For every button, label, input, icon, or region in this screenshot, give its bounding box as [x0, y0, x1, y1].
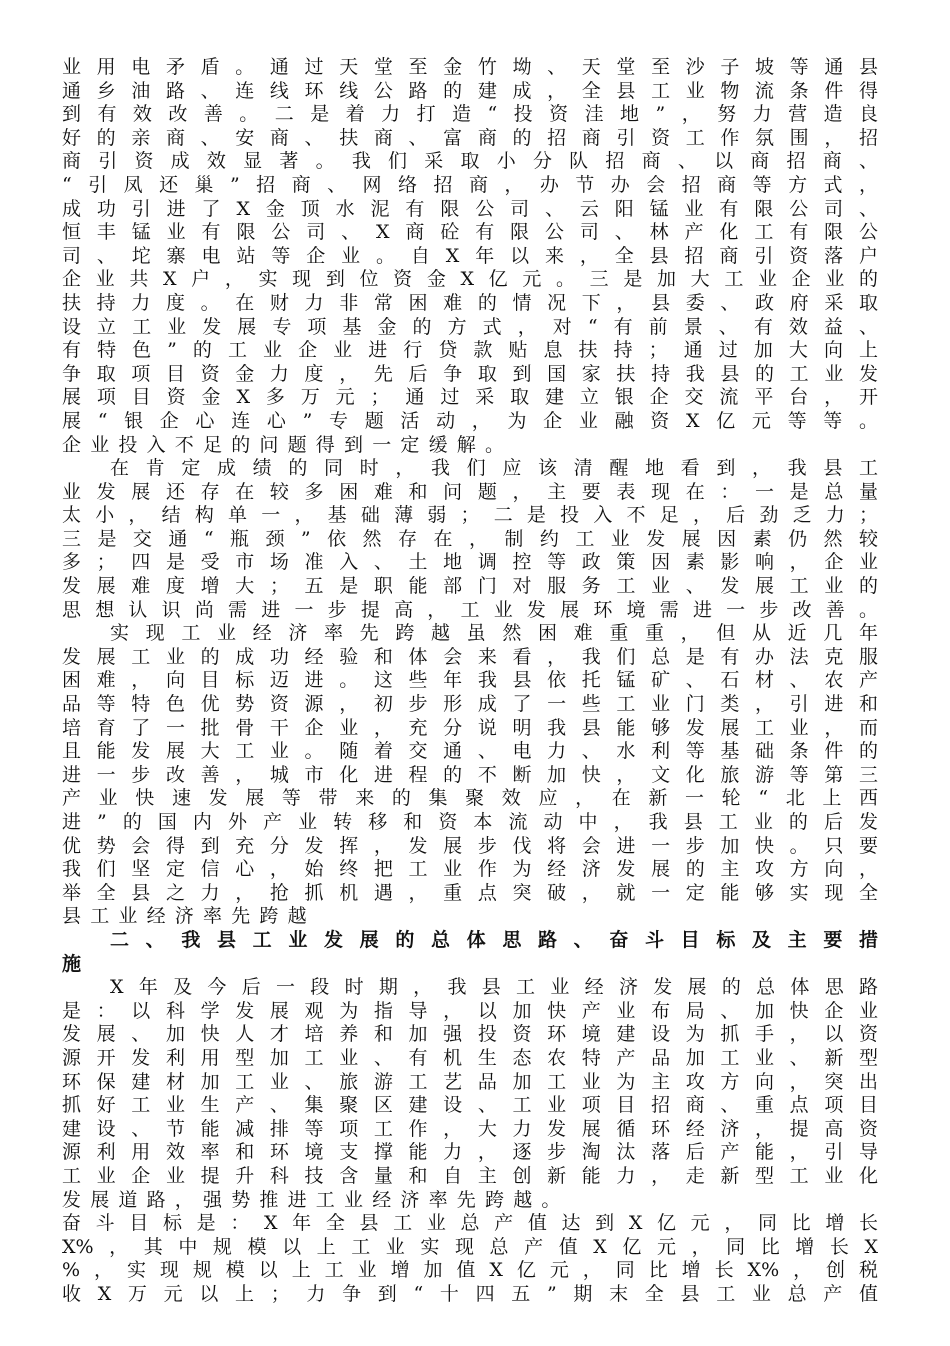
paragraph-end-line: 发展道路，强势推进工业经济率先跨越。: [62, 1188, 570, 1211]
text-line: 多；四是受市场准入、土地调控等政策因素影响，企业: [62, 551, 878, 574]
text-line: 思想认识尚需进一步提高，工业发展环境需进一步改善。: [62, 598, 878, 621]
paragraph-start-line: 在肯定成绩的同时，我们应该清醒地看到，我县工: [110, 457, 878, 480]
section-heading-end: 施: [62, 952, 82, 975]
text-line: 抓好工业生产、集聚区建设、工业项目招商、重点项目: [62, 1094, 878, 1117]
text-line: 优势会得到充分发挥，发展步伐将会进一步加快。只要: [62, 834, 878, 857]
document-page: [62, 56, 878, 1306]
text-line: 争取项目资金力度，先后争取到国家扶持我县的工业发: [62, 362, 878, 385]
text-line: 困难，向目标迈进。这些年我县依托锰矿、石材、农产: [62, 669, 878, 692]
text-line: 工业企业提升科技含量和自主创新能力，走新型工业化: [62, 1164, 878, 1187]
text-line: 进”的国内外产业转移和资本流动中，我县工业的后发: [62, 811, 878, 833]
paragraph-end-line: 企业投入不足的问题得到一定缓解。: [62, 433, 514, 456]
text-line: 品等特色优势资源，初步形成了一些工业门类，引进和: [62, 693, 878, 716]
text-line: 我们坚定信心，始终把工业作为经济发展的主攻方向，: [62, 858, 878, 881]
text-line: 扶持力度。在财力非常困难的情况下，县委、政府采取: [62, 291, 878, 314]
text-line: 业发展还存在较多困难和问题，主要表现在：一是总量: [62, 480, 878, 503]
text-line: 且能发展大工业。随着交通、电力、水利等基础条件的: [62, 740, 878, 763]
paragraph-end-line: 县工业经济率先跨越: [62, 905, 316, 928]
section-heading: 二、我县工业发展的总体思路、奋斗目标及主要措: [110, 928, 878, 951]
text-line: 成功引进了X金顶水泥有限公司、云阳锰业有限公司、: [62, 197, 878, 220]
text-line: 恒丰锰业有限公司、X商砼有限公司、林产化工有限公: [62, 221, 878, 244]
text-line: X%，其中规模以上工业实现总产值X亿元，同比增长X: [62, 1235, 878, 1258]
text-line: 展“银企心连心”专题活动，为企业融资X亿元等等。: [62, 409, 878, 432]
text-line: 企业共X户，实现到位资金X亿元。三是加大工业企业的: [62, 268, 878, 291]
text-line: 环保建材加工业、旅游工艺品加工业为主攻方向，突出: [62, 1070, 878, 1093]
paragraph-start-line: X年及今后一段时期，我县工业经济发展的总体思路: [110, 976, 878, 999]
paragraph-start-line: 实现工业经济率先跨越虽然困难重重，但从近几年: [110, 622, 878, 645]
text-line: 发展、加快人才培养和加强投资环境建设为抓手，以资: [62, 1023, 878, 1046]
text-line: 太小，结构单一，基础薄弱；二是投入不足，后劲乏力；: [62, 504, 878, 527]
text-line: 产业快速发展等带来的集聚效应，在新一轮“北上西: [62, 787, 878, 810]
text-line: 有特色”的工业企业进行贷款贴息扶持；通过加大向上: [62, 339, 878, 362]
text-line: 展项目资金X多万元；通过采取建立银企交流平台，开: [62, 386, 878, 409]
text-line: 奋斗目标是：X年全县工业总产值达到X亿元，同比增长: [62, 1212, 878, 1235]
text-line: 收X万元以上；力争到“十四五”期末全县工业总产值: [62, 1282, 878, 1305]
text-line: 举全县之力，抢抓机遇，重点突破，就一定能够实现全: [62, 881, 878, 904]
text-line: 是：以科学发展观为指导，以加快产业布局、加快企业: [62, 999, 878, 1022]
text-line: 设立工业发展专项基金的方式，对“有前景、有效益、: [62, 315, 878, 338]
text-line: 司、坨寨电站等企业。自X年以来，全县招商引资落户: [62, 244, 878, 267]
text-line: 业用电矛盾。通过天堂至金竹坳、天堂至沙子坡等通县: [62, 56, 878, 78]
text-line: %，实现规模以上工业增加值X亿元，同比增长X%，创税: [62, 1259, 878, 1282]
text-line: 三是交通“瓶颈”依然存在，制约工业发展因素仍然较: [62, 527, 878, 550]
text-line: 商引资成效显著。我们采取小分队招商、以商招商、: [62, 150, 878, 173]
text-line: 发展工业的成功经验和体会来看，我们总是有办法克服: [62, 645, 878, 668]
text-line: 发展难度增大；五是职能部门对服务工业、发展工业的: [62, 575, 878, 598]
text-line: 源开发利用型加工业、有机生态农特产品加工业、新型: [62, 1046, 878, 1069]
text-line: 通乡油路、连线环线公路的建成，全县工业物流条件得: [62, 79, 878, 102]
text-line: “引凤还巢”招商、网络招商，办节办会招商等方式，: [62, 173, 878, 196]
text-line: 进一步改善，城市化进程的不断加快，文化旅游等第三: [62, 763, 878, 786]
text-line: 到有效改善。二是着力打造“投资洼地”，努力营造良: [62, 103, 878, 126]
text-line: 培育了一批骨干企业，充分说明我县能够发展工业，而: [62, 716, 878, 739]
text-line: 源利用效率和环境支撑能力，逐步淘汰落后产能，引导: [62, 1141, 878, 1164]
text-line: 建设、节能减排等项工作，大力发展循环经济，提高资: [62, 1117, 878, 1140]
text-line: 好的亲商、安商、扶商、富商的招商引资工作氛围，招: [62, 126, 878, 149]
